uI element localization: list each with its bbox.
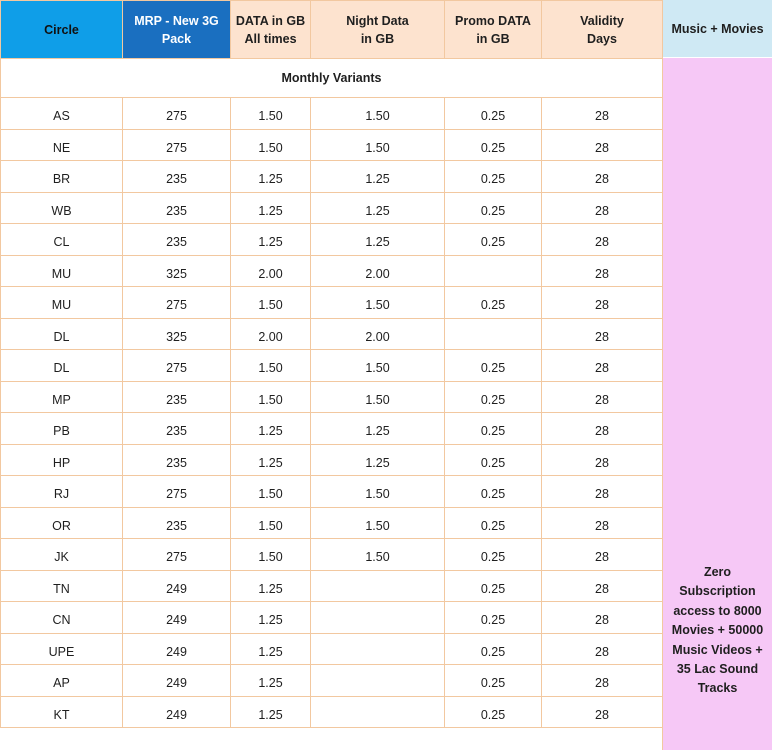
table-row — [1, 539, 663, 571]
cell-night[interactable]: 1.25 — [311, 444, 445, 476]
table-row — [1, 413, 663, 445]
cell-circle[interactable]: UPE — [1, 633, 123, 665]
table-row — [1, 507, 663, 539]
header-data[interactable]: DATA in GB All times — [231, 1, 311, 59]
cell-data[interactable]: 1.50 — [231, 98, 311, 130]
section-title[interactable]: Monthly Variants — [1, 59, 663, 98]
cell-circle[interactable]: HP — [1, 444, 123, 476]
cell-promo[interactable]: 0.25 — [445, 224, 542, 256]
cell-circle[interactable]: DL — [1, 350, 123, 382]
table-row — [1, 444, 663, 476]
cell-circle[interactable]: RJ — [1, 476, 123, 508]
cell-circle[interactable]: JK — [1, 539, 123, 571]
cell-circle[interactable]: CL — [1, 224, 123, 256]
header-music-movies[interactable]: Music + Movies — [662, 0, 772, 57]
cell-data[interactable]: 1.25 — [231, 602, 311, 634]
table-row — [1, 255, 663, 287]
cell-mrp[interactable]: 235 — [123, 507, 231, 539]
header-night-data[interactable]: Night Data in GB — [311, 1, 445, 59]
cell-night[interactable]: 1.50 — [311, 129, 445, 161]
cell-circle[interactable]: BR — [1, 161, 123, 193]
cell-validity[interactable]: 28 — [542, 98, 663, 130]
cell-promo[interactable]: 0.25 — [445, 161, 542, 193]
header-validity[interactable]: Validity Days — [542, 1, 663, 59]
cell-night[interactable]: 1.50 — [311, 98, 445, 130]
table-row — [1, 381, 663, 413]
cell-night[interactable]: 1.25 — [311, 224, 445, 256]
table-row — [1, 129, 663, 161]
cell-validity[interactable]: 28 — [542, 287, 663, 319]
cell-circle[interactable]: OR — [1, 507, 123, 539]
cell-night[interactable]: 2.00 — [311, 255, 445, 287]
cell-data[interactable]: 1.50 — [231, 539, 311, 571]
cell-promo[interactable] — [445, 318, 542, 350]
cell-validity[interactable]: 28 — [542, 507, 663, 539]
cell-circle[interactable]: WB — [1, 192, 123, 224]
cell-validity[interactable]: 28 — [542, 192, 663, 224]
cell-mrp[interactable]: 249 — [123, 633, 231, 665]
cell-data[interactable]: 1.25 — [231, 192, 311, 224]
table-row — [1, 98, 663, 130]
cell-mrp[interactable]: 275 — [123, 350, 231, 382]
cell-night[interactable]: 1.25 — [311, 192, 445, 224]
table-row — [1, 696, 663, 728]
cell-validity[interactable]: 28 — [542, 602, 663, 634]
cell-data[interactable]: 1.50 — [231, 287, 311, 319]
cell-night[interactable]: 1.25 — [311, 161, 445, 193]
cell-promo[interactable]: 0.25 — [445, 98, 542, 130]
cell-circle[interactable]: MU — [1, 255, 123, 287]
cell-mrp[interactable]: 275 — [123, 539, 231, 571]
cell-mrp[interactable]: 325 — [123, 255, 231, 287]
cell-validity[interactable]: 28 — [542, 633, 663, 665]
cell-data[interactable]: 2.00 — [231, 255, 311, 287]
table-row — [1, 633, 663, 665]
header-mrp[interactable]: MRP - New 3G Pack — [123, 1, 231, 59]
cell-promo[interactable]: 0.25 — [445, 381, 542, 413]
table-row — [1, 476, 663, 508]
cell-mrp[interactable]: 235 — [123, 444, 231, 476]
cell-promo[interactable]: 0.25 — [445, 570, 542, 602]
header-row — [1, 1, 663, 59]
cell-promo[interactable]: 0.25 — [445, 602, 542, 634]
cell-mrp[interactable]: 249 — [123, 602, 231, 634]
table-row — [1, 570, 663, 602]
cell-promo[interactable]: 0.25 — [445, 444, 542, 476]
cell-circle[interactable]: TN — [1, 570, 123, 602]
cell-validity[interactable]: 28 — [542, 539, 663, 571]
cell-data[interactable]: 1.25 — [231, 224, 311, 256]
cell-circle[interactable]: NE — [1, 129, 123, 161]
cell-promo[interactable]: 0.25 — [445, 507, 542, 539]
cell-promo[interactable]: 0.25 — [445, 633, 542, 665]
cell-mrp[interactable]: 235 — [123, 381, 231, 413]
cell-circle[interactable]: KT — [1, 696, 123, 728]
cell-data[interactable]: 1.50 — [231, 350, 311, 382]
cell-circle[interactable]: AP — [1, 665, 123, 697]
cell-validity[interactable]: 28 — [542, 224, 663, 256]
cell-night[interactable] — [311, 570, 445, 602]
table-row — [1, 287, 663, 319]
cell-circle[interactable]: MP — [1, 381, 123, 413]
cell-circle[interactable]: MU — [1, 287, 123, 319]
cell-mrp[interactable]: 235 — [123, 161, 231, 193]
cell-validity[interactable]: 28 — [542, 476, 663, 508]
cell-mrp[interactable]: 325 — [123, 318, 231, 350]
cell-validity[interactable]: 28 — [542, 413, 663, 445]
cell-night[interactable]: 2.00 — [311, 318, 445, 350]
music-movies-note: Zero Subscription access to 8000 Movies + 50000 Music Videos + 35 Lac Sound Tracks — [671, 565, 764, 696]
table-row — [1, 665, 663, 697]
cell-data[interactable]: 1.25 — [231, 161, 311, 193]
cell-promo[interactable]: 0.25 — [445, 665, 542, 697]
cell-mrp[interactable]: 249 — [123, 665, 231, 697]
cell-validity[interactable]: 28 — [542, 570, 663, 602]
music-movies-cell[interactable] — [662, 58, 772, 750]
cell-data[interactable]: 2.00 — [231, 318, 311, 350]
table-row — [1, 318, 663, 350]
table-row — [1, 602, 663, 634]
cell-data[interactable]: 1.50 — [231, 507, 311, 539]
cell-data[interactable]: 1.25 — [231, 570, 311, 602]
cell-night[interactable] — [311, 696, 445, 728]
cell-data[interactable]: 1.50 — [231, 381, 311, 413]
cell-night[interactable] — [311, 665, 445, 697]
cell-data[interactable]: 1.25 — [231, 665, 311, 697]
cell-validity[interactable]: 28 — [542, 129, 663, 161]
cell-promo[interactable]: 0.25 — [445, 539, 542, 571]
cell-mrp[interactable]: 275 — [123, 129, 231, 161]
cell-night[interactable]: 1.25 — [311, 413, 445, 445]
header-promo-data[interactable]: Promo DATA in GB — [445, 1, 542, 59]
header-circle[interactable]: Circle — [1, 1, 123, 59]
section-row — [1, 59, 663, 98]
cell-promo[interactable] — [445, 255, 542, 287]
cell-validity[interactable]: 28 — [542, 696, 663, 728]
cell-mrp[interactable]: 275 — [123, 98, 231, 130]
cell-data[interactable]: 1.25 — [231, 444, 311, 476]
table-row — [1, 161, 663, 193]
cell-promo[interactable]: 0.25 — [445, 129, 542, 161]
cell-validity[interactable]: 28 — [542, 381, 663, 413]
cell-circle[interactable]: AS — [1, 98, 123, 130]
cell-promo[interactable]: 0.25 — [445, 476, 542, 508]
cell-mrp[interactable]: 235 — [123, 224, 231, 256]
cell-night[interactable] — [311, 602, 445, 634]
cell-data[interactable]: 1.25 — [231, 696, 311, 728]
cell-mrp[interactable]: 249 — [123, 696, 231, 728]
cell-validity[interactable]: 28 — [542, 318, 663, 350]
cell-night[interactable] — [311, 633, 445, 665]
table-row — [1, 192, 663, 224]
cell-data[interactable]: 1.25 — [231, 413, 311, 445]
cell-promo[interactable]: 0.25 — [445, 696, 542, 728]
cell-night[interactable]: 1.50 — [311, 507, 445, 539]
table-row — [1, 350, 663, 382]
cell-validity[interactable]: 28 — [542, 444, 663, 476]
cell-promo[interactable]: 0.25 — [445, 287, 542, 319]
cell-data[interactable]: 1.25 — [231, 633, 311, 665]
cell-validity[interactable]: 28 — [542, 350, 663, 382]
cell-validity[interactable]: 28 — [542, 665, 663, 697]
cell-night[interactable]: 1.50 — [311, 476, 445, 508]
cell-data[interactable]: 1.50 — [231, 129, 311, 161]
cell-night[interactable]: 1.50 — [311, 287, 445, 319]
table-row — [1, 224, 663, 256]
cell-night[interactable]: 1.50 — [311, 539, 445, 571]
cell-promo[interactable]: 0.25 — [445, 413, 542, 445]
cell-validity[interactable]: 28 — [542, 161, 663, 193]
cell-mrp[interactable]: 275 — [123, 476, 231, 508]
cell-promo[interactable]: 0.25 — [445, 192, 542, 224]
cell-circle[interactable]: PB — [1, 413, 123, 445]
cell-mrp[interactable]: 275 — [123, 287, 231, 319]
cell-circle[interactable]: CN — [1, 602, 123, 634]
cell-mrp[interactable]: 235 — [123, 192, 231, 224]
cell-data[interactable]: 1.50 — [231, 476, 311, 508]
cell-night[interactable]: 1.50 — [311, 350, 445, 382]
cell-mrp[interactable]: 235 — [123, 413, 231, 445]
cell-promo[interactable]: 0.25 — [445, 350, 542, 382]
cell-mrp[interactable]: 249 — [123, 570, 231, 602]
cell-validity[interactable]: 28 — [542, 255, 663, 287]
cell-night[interactable]: 1.50 — [311, 381, 445, 413]
cell-circle[interactable]: DL — [1, 318, 123, 350]
